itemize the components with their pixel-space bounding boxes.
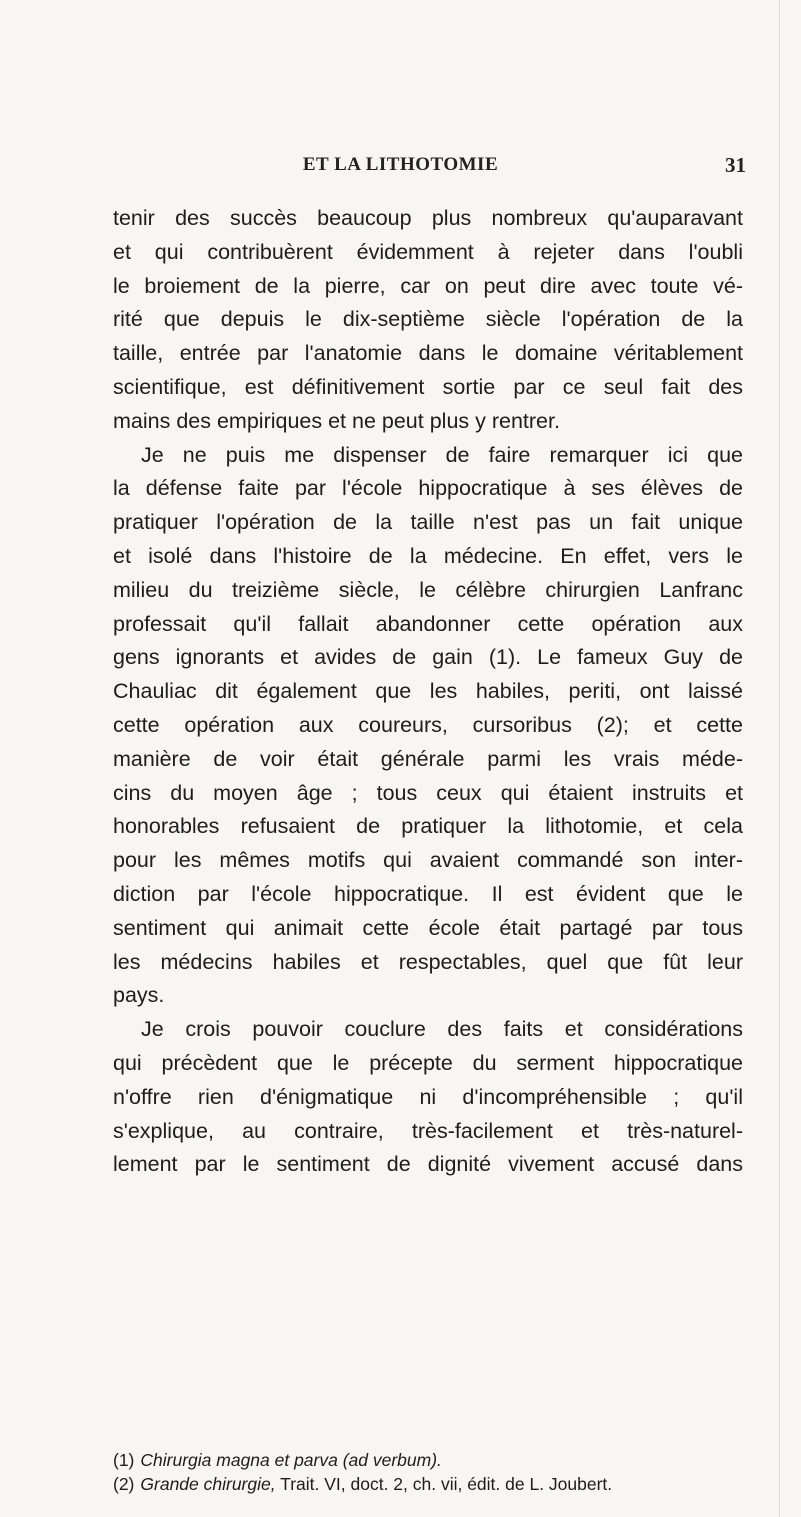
text-line: la défense faite par l'école hippocratique à ses élèves de (113, 476, 743, 501)
text-line: mains des empiriques et ne peut plus y rentrer. (113, 408, 560, 433)
text-line: milieu du treizième siècle, le célèbre chirurgien Lanfranc (113, 577, 743, 602)
text-line: lement par le sentiment de dignité vivement accusé dans (113, 1152, 743, 1177)
running-title: ET LA LITHOTOMIE (302, 154, 499, 175)
footnote-italic-title: Grande chirurgie, (140, 1474, 276, 1494)
text-line: diction par l'école hippocratique. Il est évident que le (113, 881, 743, 906)
page-number: 31 (725, 153, 746, 177)
text-line: n'offre rien d'énigmatique ni d'incompréhensible ; qu'il (113, 1084, 743, 1109)
text-line: pratiquer l'opération de la taille n'est pas un fait unique (113, 510, 743, 535)
text-line: sentiment qui animait cette école était partagé par tous (113, 915, 743, 940)
footnote-text: Chirurgia magna et parva (ad verbum). (140, 1450, 442, 1470)
footnote-text: Trait. VI, doct. 2, ch. vii, édit. de L. Joubert. (275, 1474, 613, 1494)
text-line: gens ignorants et avides de gain (1). Le fameux Guy de (113, 645, 743, 670)
scan-edge-line (779, 0, 780, 1517)
text-line: cins du moyen âge ; tous ceux qui étaient instruits et (113, 780, 743, 805)
text-line: honorables refusaient de pratiquer la lithotomie, et cela (113, 814, 743, 839)
text-line: le broiement de la pierre, car on peut dire avec toute vé- (113, 273, 743, 298)
text-line: et isolé dans l'histoire de la médecine. En effet, vers le (113, 543, 743, 568)
footnotes (113, 1448, 743, 1496)
body-text (113, 202, 743, 1182)
text-line: qui précèdent que le précepte du serment hippocratique (113, 1050, 743, 1075)
footnote-number: (2) (113, 1474, 135, 1494)
text-line: scientifique, est définitivement sortie par ce seul fait des (113, 374, 743, 399)
text-line: professait qu'il fallait abandonner cette opération aux (113, 611, 743, 636)
text-line: cette opération aux coureurs, cursoribus (2); et cette (113, 712, 743, 737)
footnote-1 (113, 1448, 743, 1472)
footnote-number: (1) (113, 1450, 135, 1470)
running-head (0, 154, 801, 184)
text-line: Je ne puis me dispenser de faire remarquer ici que (141, 442, 743, 467)
text-line: taille, entrée par l'anatomie dans le domaine véritablement (113, 341, 743, 366)
text-line: pour les mêmes motifs qui avaient commandé son inter- (113, 848, 743, 873)
text-line: manière de voir était générale parmi les vrais méde- (113, 746, 743, 771)
text-line: Je crois pouvoir couclure des faits et considérations (141, 1017, 743, 1042)
text-line: rité que depuis le dix-septième siècle l'opération de la (113, 307, 743, 332)
text-line: s'explique, au contraire, très-facilement et très-naturel- (113, 1118, 743, 1143)
footnote-2 (113, 1472, 743, 1496)
text-line: les médecins habiles et respectables, quel que fût leur (113, 949, 743, 974)
text-line: pays. (113, 983, 165, 1008)
text-line: Chauliac dit également que les habiles, periti, ont laissé (113, 679, 743, 704)
text-line: tenir des succès beaucoup plus nombreux qu'auparavant (113, 206, 743, 230)
text-line: et qui contribuèrent évidemment à rejeter dans l'oubli (113, 239, 743, 264)
